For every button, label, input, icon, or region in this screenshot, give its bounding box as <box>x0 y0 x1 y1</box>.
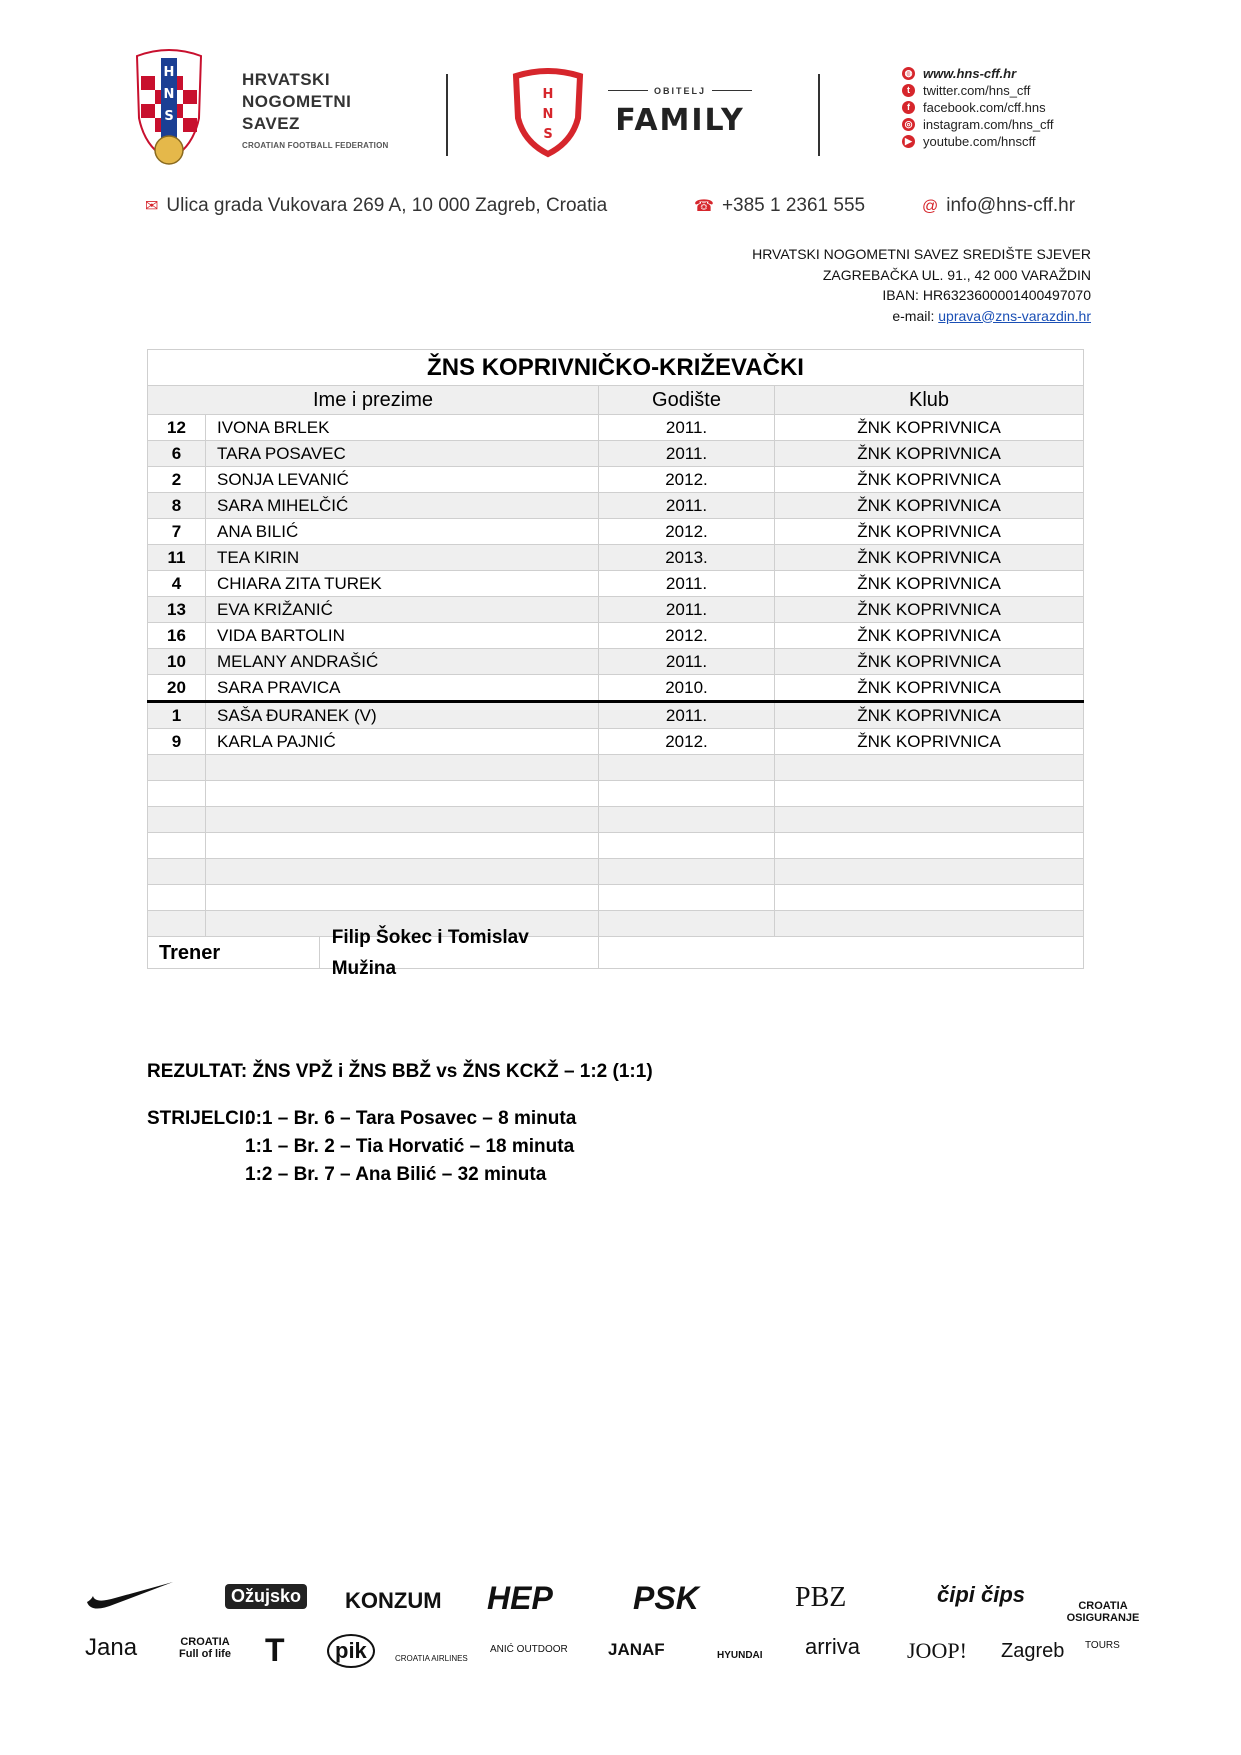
header-name: Ime i prezime <box>148 386 599 415</box>
player-year: 2012. <box>599 623 775 649</box>
scorers <box>147 1105 576 1189</box>
player-name: SARA PRAVICA <box>206 675 599 702</box>
player-name: SONJA LEVANIĆ <box>206 467 599 493</box>
player-number: 9 <box>148 729 206 755</box>
table-row <box>148 571 1084 597</box>
player-club: ŽNK KOPRIVNICA <box>775 649 1084 675</box>
globe-icon: ◍ <box>902 67 915 80</box>
player-year: 2012. <box>599 519 775 545</box>
player-year: 2011. <box>599 493 775 519</box>
scorers-label: STRIJELCI: <box>147 1108 256 1129</box>
sponsor-psk: PSK <box>633 1580 699 1616</box>
player-club: ŽNK KOPRIVNICA <box>775 623 1084 649</box>
table-row <box>148 545 1084 571</box>
empty-row <box>148 755 1084 781</box>
player-name: EVA KRIŽANIĆ <box>206 597 599 623</box>
table-row <box>148 649 1084 675</box>
player-number: 12 <box>148 415 206 441</box>
player-club <box>775 859 1084 885</box>
empty-row <box>148 859 1084 885</box>
coach-cell <box>148 926 599 979</box>
player-year: 2011. <box>599 702 775 729</box>
contact-address <box>145 195 607 217</box>
player-number: 1 <box>148 702 206 729</box>
sponsor-pbz: PBZ <box>795 1582 847 1613</box>
player-club: ŽNK KOPRIVNICA <box>775 702 1084 729</box>
sponsor-hyundai: HYUNDAI <box>717 1650 763 1661</box>
empty-row <box>148 885 1084 911</box>
player-year <box>599 833 775 859</box>
player-year <box>599 859 775 885</box>
player-name: CHIARA ZITA TUREK <box>206 571 599 597</box>
player-number <box>148 781 206 807</box>
player-club: ŽNK KOPRIVNICA <box>775 493 1084 519</box>
player-club: ŽNK KOPRIVNICA <box>775 729 1084 755</box>
svg-text:H: H <box>542 87 554 102</box>
social-link-youtube[interactable] <box>902 133 1054 150</box>
hns-name-line: NOGOMETNI <box>242 92 352 111</box>
social-link-web[interactable] <box>902 65 1054 82</box>
player-year: 2011. <box>599 415 775 441</box>
address-text: Ulica grada Vukovara 269 A, 10 000 Zagreb, Croatia <box>166 195 608 216</box>
svg-text:N: N <box>542 107 554 122</box>
player-name: SAŠA ĐURANEK (V) <box>206 702 599 729</box>
player-number <box>148 911 206 937</box>
coach-empty <box>599 937 1084 969</box>
table-row <box>148 467 1084 493</box>
phone-text: +385 1 2361 555 <box>721 195 866 216</box>
sponsor-cipi-cips: čipi čips <box>937 1582 1026 1607</box>
header-divider <box>446 74 448 156</box>
social-link-instagram[interactable] <box>902 116 1054 133</box>
social-text: instagram.com/hns_cff <box>923 117 1054 132</box>
player-number: 6 <box>148 441 206 467</box>
table-row <box>148 441 1084 467</box>
coach-label: Trener <box>148 937 320 968</box>
svg-text:H: H <box>163 65 175 80</box>
player-club: ŽNK KOPRIVNICA <box>775 441 1084 467</box>
social-text: www.hns-cff.hr <box>923 66 1017 81</box>
sponsor-zagreb: Zagreb <box>1001 1640 1065 1662</box>
empty-row <box>148 833 1084 859</box>
table-row <box>148 702 1084 729</box>
email-text: info@hns-cff.hr <box>946 195 1076 216</box>
sponsor-pik: pik <box>327 1634 375 1668</box>
player-year: 2010. <box>599 675 775 702</box>
header-club: Klub <box>775 386 1084 415</box>
social-link-twitter[interactable] <box>902 82 1054 99</box>
branch-line: IBAN: HR6323600001400497070 <box>882 287 1091 303</box>
player-name <box>206 885 599 911</box>
envelope-icon: ✉ <box>145 198 159 215</box>
branch-email-link[interactable]: uprava@zns-varazdin.hr <box>938 307 1091 324</box>
player-year <box>599 755 775 781</box>
instagram-icon: ◎ <box>902 118 915 131</box>
table-row <box>148 493 1084 519</box>
hns-name <box>242 69 388 157</box>
player-name: KARLA PAJNIĆ <box>206 729 599 755</box>
player-club: ŽNK KOPRIVNICA <box>775 519 1084 545</box>
player-club <box>775 781 1084 807</box>
player-number <box>148 833 206 859</box>
player-name <box>206 781 599 807</box>
player-name <box>206 807 599 833</box>
family-shield-icon <box>510 68 586 158</box>
sponsors-row-1 <box>225 1578 1155 1628</box>
table-row <box>148 597 1084 623</box>
player-club: ŽNK KOPRIVNICA <box>775 597 1084 623</box>
sponsor-konzum: KONZUM <box>345 1588 442 1613</box>
player-year <box>599 911 775 937</box>
sponsor-ozujsko: Ožujsko <box>225 1584 307 1609</box>
empty-row <box>148 911 1084 937</box>
player-club <box>775 885 1084 911</box>
contact-email[interactable] <box>922 195 1075 217</box>
player-name <box>206 833 599 859</box>
player-club: ŽNK KOPRIVNICA <box>775 467 1084 493</box>
social-text: twitter.com/hns_cff <box>923 83 1031 98</box>
player-year <box>599 807 775 833</box>
empty-row <box>148 781 1084 807</box>
sponsor-joop: JOOP! <box>907 1638 967 1663</box>
branch-email-label: e-mail: <box>892 307 939 324</box>
player-number <box>148 885 206 911</box>
player-name: MELANY ANDRAŠIĆ <box>206 649 599 675</box>
social-link-facebook[interactable] <box>902 99 1054 116</box>
player-club <box>775 807 1084 833</box>
table-row <box>148 675 1084 702</box>
table-title: ŽNS KOPRIVNIČKO-KRIŽEVAČKI <box>148 350 1084 386</box>
player-year: 2013. <box>599 545 775 571</box>
branch-address <box>752 244 1091 326</box>
player-name <box>206 859 599 885</box>
player-year: 2011. <box>599 441 775 467</box>
branch-email-row <box>752 306 1091 327</box>
sponsors-row-2 <box>85 1632 1165 1672</box>
player-number: 4 <box>148 571 206 597</box>
hns-crest <box>133 48 205 168</box>
player-number <box>148 859 206 885</box>
player-number: 11 <box>148 545 206 571</box>
sponsor-croatia-full-of-life: CROATIA Full of life <box>179 1636 231 1660</box>
player-name <box>206 755 599 781</box>
player-year: 2011. <box>599 649 775 675</box>
hns-name-line: SAVEZ <box>242 114 300 133</box>
scorer-line: 1:2 – Br. 7 – Ana Bilić – 32 minuta <box>245 1164 547 1185</box>
scorer-line: 0:1 – Br. 6 – Tara Posavec – 8 minuta <box>245 1108 577 1129</box>
player-name: ANA BILIĆ <box>206 519 599 545</box>
sponsor-janaf: JANAF <box>608 1640 665 1659</box>
facebook-icon: f <box>902 101 915 114</box>
player-number: 8 <box>148 493 206 519</box>
table-row <box>148 415 1084 441</box>
player-club: ŽNK KOPRIVNICA <box>775 545 1084 571</box>
match-result: REZULTAT: ŽNS VPŽ i ŽNS BBŽ vs ŽNS KCKŽ – 1:2 (1:1) <box>147 1061 653 1082</box>
nike-logo <box>85 1580 175 1617</box>
player-name: TEA KIRIN <box>206 545 599 571</box>
family-title: FAMILY <box>615 103 745 138</box>
header-year: Godište <box>599 386 775 415</box>
sponsor-telekom: T <box>265 1632 285 1668</box>
player-number: 7 <box>148 519 206 545</box>
svg-text:S: S <box>164 109 174 124</box>
player-club: ŽNK KOPRIVNICA <box>775 415 1084 441</box>
player-year <box>599 885 775 911</box>
player-number <box>148 807 206 833</box>
player-name: TARA POSAVEC <box>206 441 599 467</box>
header-divider <box>818 74 820 156</box>
sponsor-anic-outdoor: ANIĆ OUTDOOR <box>490 1644 568 1655</box>
twitter-icon: t <box>902 84 915 97</box>
table-row <box>148 623 1084 649</box>
table-row <box>148 729 1084 755</box>
sponsor-hep: HEP <box>487 1580 553 1616</box>
player-year <box>599 781 775 807</box>
sponsor-jana: Jana <box>85 1634 138 1661</box>
player-club <box>775 911 1084 937</box>
hns-subtitle: CROATIAN FOOTBALL FEDERATION <box>242 141 389 150</box>
player-number <box>148 755 206 781</box>
coach-name: Filip Šokec i Tomislav Mužina <box>331 926 529 979</box>
family-top: OBITELJ <box>608 90 752 103</box>
svg-text:N: N <box>163 87 175 102</box>
player-year: 2012. <box>599 467 775 493</box>
coach-row <box>148 926 1084 979</box>
player-club: ŽNK KOPRIVNICA <box>775 675 1084 702</box>
roster-table <box>147 349 1084 979</box>
social-text: facebook.com/cff.hns <box>923 100 1046 115</box>
at-icon: @ <box>922 198 939 215</box>
social-links <box>902 65 1054 150</box>
player-club: ŽNK KOPRIVNICA <box>775 571 1084 597</box>
hns-name-line: HRVATSKI <box>242 70 331 89</box>
family-wordmark <box>608 86 752 138</box>
player-club <box>775 833 1084 859</box>
player-number: 10 <box>148 649 206 675</box>
player-name: VIDA BARTOLIN <box>206 623 599 649</box>
player-club <box>775 755 1084 781</box>
player-year: 2012. <box>599 729 775 755</box>
player-year: 2011. <box>599 597 775 623</box>
sponsor-tours: TOURS <box>1085 1640 1120 1651</box>
player-year: 2011. <box>599 571 775 597</box>
player-rows <box>148 415 1084 937</box>
social-text: youtube.com/hnscff <box>923 134 1036 149</box>
player-number: 2 <box>148 467 206 493</box>
svg-text:S: S <box>543 127 553 142</box>
player-name: SARA MIHELČIĆ <box>206 493 599 519</box>
sponsor-arriva: arriva <box>805 1634 861 1659</box>
player-number: 16 <box>148 623 206 649</box>
youtube-icon: ▶ <box>902 135 915 148</box>
branch-line: ZAGREBAČKA UL. 91., 42 000 VARAŽDIN <box>822 266 1091 283</box>
branch-line: HRVATSKI NOGOMETNI SAVEZ SREDIŠTE SJEVER <box>752 246 1091 262</box>
phone-icon: ☎ <box>694 198 714 215</box>
empty-row <box>148 807 1084 833</box>
sponsor-croatia-airlines: CROATIA AIRLINES <box>395 1654 468 1663</box>
scorer-row <box>147 1105 576 1133</box>
player-number: 13 <box>148 597 206 623</box>
player-name: IVONA BRLEK <box>206 415 599 441</box>
sponsor-croatia-osiguranje: CROATIA OSIGURANJE <box>1066 1600 1140 1624</box>
player-number: 20 <box>148 675 206 702</box>
scorer-line: 1:1 – Br. 2 – Tia Horvatić – 18 minuta <box>245 1136 575 1157</box>
table-row <box>148 519 1084 545</box>
contact-phone <box>694 195 865 217</box>
